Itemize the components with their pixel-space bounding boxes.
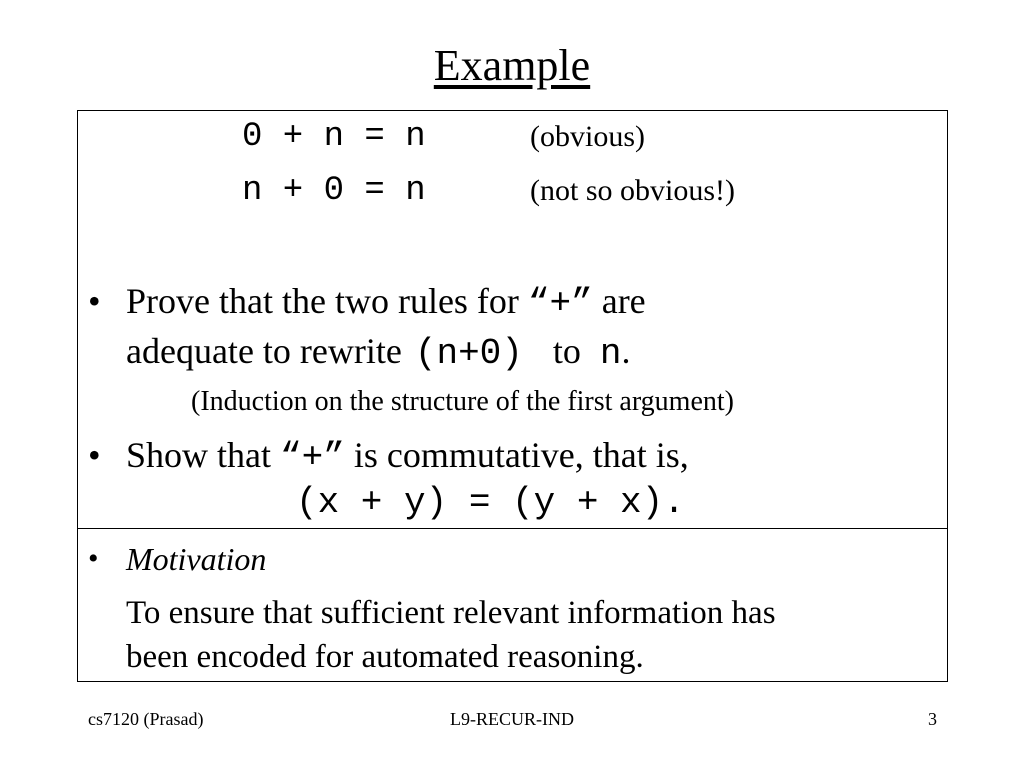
footer-lecture: L9-RECUR-IND	[450, 709, 574, 729]
show-text-1: Show that	[126, 435, 281, 475]
motivation-line-2: been encoded for automated reasoning.	[126, 639, 644, 675]
prove-text-1: Prove that the two rules for	[126, 281, 528, 321]
motivation-heading: Motivation	[126, 541, 267, 577]
prove-line-2	[126, 329, 631, 376]
footer-course: cs7120 (Prasad)	[88, 709, 204, 729]
rule-1-note: (obvious)	[530, 120, 645, 153]
bullet-marker: •	[88, 542, 99, 575]
motivation-line-1: To ensure that sufficient relevant information has	[126, 595, 776, 631]
expr-n-plus-0: (n+0)	[414, 333, 523, 374]
rule-1-equation: 0 + n = n	[242, 118, 426, 156]
show-text-2: is commutative, that is,	[344, 435, 689, 475]
prove-line-1	[126, 279, 646, 326]
footer-page-number: 3	[928, 709, 937, 729]
rule-2-equation: n + 0 = n	[242, 172, 426, 210]
slide-title: Example	[433, 41, 591, 90]
prove-period: .	[621, 331, 631, 371]
plus-operator: “+”	[280, 437, 345, 478]
section-divider	[78, 528, 947, 529]
prove-text-4: to	[552, 331, 590, 371]
prove-text-2: are	[592, 281, 646, 321]
induction-note: (Induction on the structure of the first argument)	[191, 386, 734, 417]
rule-2-note: (not so obvious!)	[530, 174, 735, 207]
content-box	[77, 110, 948, 682]
plus-operator: “+”	[527, 283, 593, 324]
expr-n: n	[599, 333, 622, 374]
bullet-marker: •	[88, 435, 101, 475]
prove-text-3: adequate to rewrite	[126, 331, 411, 371]
bullet-marker: •	[88, 281, 101, 321]
commutativity-formula: (x + y) = (y + x).	[296, 482, 685, 523]
show-line-1	[126, 433, 689, 480]
